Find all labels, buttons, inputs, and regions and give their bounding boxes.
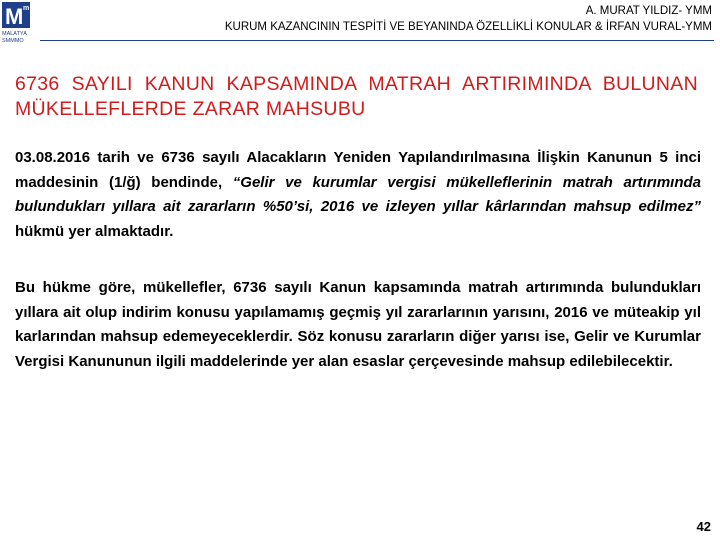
paragraph-1 <box>15 146 701 244</box>
paragraph-2: Bu hükme göre, mükellefler, 6736 sayılı Kanun kapsamında matrah artırımında bulundukları yıllara ait olup indirim konusu yapılamamış geçmiş yıl zararlarının yarısını, 2016 ve müteakip yıl karlarından mahsup edemeyeceklerdir. Söz konusu zararların diğer yarısı ise, Gelir ve Kurumlar Vergisi Kanununun ilgili maddelerinde yer alan esaslar çerçevesinde mahsup edilebilecektir. <box>15 279 701 370</box>
slide-title: 6736 SAYILI KANUN KAPSAMINDA MATRAH ARTIRIMINDA BULUNAN MÜKELLEFLERDE ZARAR MAHSUBU <box>15 73 698 120</box>
logo-graphic <box>2 2 30 44</box>
header-author: A. MURAT YILDIZ- YMM <box>585 5 712 17</box>
logo-line-1: MALATYA <box>2 31 27 37</box>
page-header <box>225 3 712 35</box>
smmmo-logo <box>2 2 30 44</box>
logo-letter: M <box>5 4 24 29</box>
logo-superscript: m <box>23 5 30 12</box>
paragraph-1-quote: “Gelir ve kurumlar vergisi mükelleflerinin matrah artırımında bulundukları yıllara ait zararların %50’si, 2016 ve izleyen yıllar kârlarından mahsup edilmez” <box>15 173 701 215</box>
page-number: 42 <box>696 519 711 534</box>
logo-line-2: SMMMO <box>2 38 24 44</box>
header-subtitle: KURUM KAZANCININ TESPİTİ VE BEYANINDA ÖZELLİKLİ KONULAR & İRFAN VURAL-YMM <box>224 21 712 33</box>
header-divider <box>40 40 714 41</box>
paragraph-1-lead: 03.08.2016 tarih ve 6736 sayılı Alacakların Yeniden Yapılandırılmasına İlişkin Kanunun 5 inci maddesinin (1/ğ) bendinde, <box>15 149 701 191</box>
paragraph-1-tail: hükmü yer almaktadır. <box>15 222 174 240</box>
